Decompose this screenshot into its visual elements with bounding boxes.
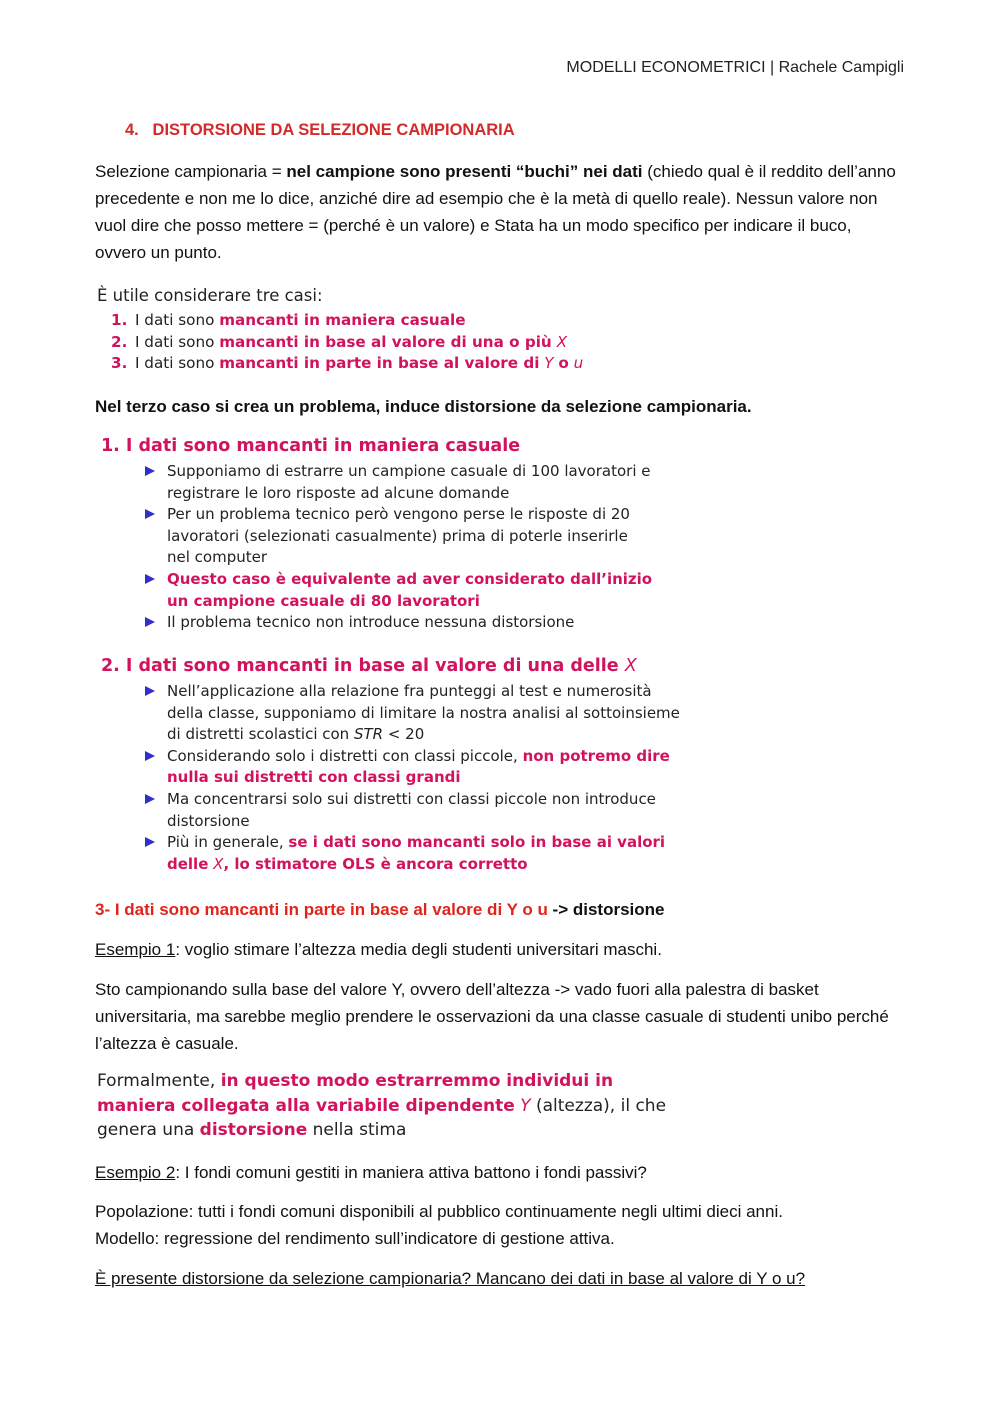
case1-bullet-3: Questo caso è equivalente ad aver considerato dall’inizio un campione casuale di 80 lavoratori [145, 569, 655, 612]
intro-text-a: Selezione campionaria = [95, 162, 287, 181]
intro-text-b: (chiedo qual è il reddito dell’anno precedente e non me lo dice, anziché dire ad esempio che è la metà di quello reale). Nessun valore non vuol dire che posso mettere = (perché è un valore) e Stata ha un modo specifico per indicare il buco, ovvero un punto. [95, 162, 896, 262]
case-item-2: 2. I dati sono mancanti in base al valore di una o più X [111, 332, 567, 351]
third-case-note: Nel terzo caso si crea un problema, induce distorsione da selezione campionaria. [95, 397, 752, 416]
case1-slide [101, 436, 701, 634]
case2-bullet-2: Considerando solo i distretti con classi piccole, non potremo dire nulla sui distretti con classi grandi [145, 746, 690, 789]
example1-label: Esempio 1 [95, 940, 176, 959]
triangle-bullet-icon [145, 574, 155, 584]
example2-paragraph: Esempio 2: I fondi comuni gestiti in maniera attiva battono i fondi passivi? [95, 1163, 647, 1182]
triangle-bullet-icon [145, 794, 155, 804]
model-line: Modello: regressione del rendimento sull’indicatore di gestione attiva. [95, 1229, 615, 1248]
triangle-bullet-icon [145, 617, 155, 627]
case2-slide [101, 656, 721, 875]
case2-bullet-4: Più in generale, se i dati sono mancanti solo in base ai valori delle X, lo stimatore OLS è ancora corretto [145, 832, 690, 875]
example1-detail: Sto campionando sulla base del valore Y, ovvero dell’altezza -> vado fuori alla palestra di basket universitaria, ma sarebbe meglio prendere le osservazioni da una classe casuale di studenti unibo perché l’altezza è casuale. [95, 980, 889, 1053]
case-item-1: 1. I dati sono mancanti in maniera casuale [111, 311, 466, 329]
intro-paragraph [95, 158, 905, 266]
case2-title: 2. I dati sono mancanti in base al valore di una delle X [101, 656, 637, 676]
case3-heading: 3- I dati sono mancanti in parte in base al valore di Y o u -> distorsione [95, 900, 665, 919]
section-title: DISTORSIONE DA SELEZIONE CAMPIONARIA [152, 121, 515, 139]
section-heading [125, 121, 515, 140]
case1-bullet-2: Per un problema tecnico però vengono perse le risposte di 20 lavoratori (selezionati casualmente) prima di poterle inserirle nel computer [145, 504, 655, 569]
case1-bullet-1: Supponiamo di estrarre un campione casuale di 100 lavoratori e registrare le loro risposte ad alcune domande [145, 461, 655, 504]
case1-bullet-4: Il problema tecnico non introduce nessuna distorsione [145, 612, 655, 634]
case2-bullet-3: Ma concentrarsi solo sui distretti con classi piccole non introduce distorsione [145, 789, 690, 832]
example2-question: È presente distorsione da selezione campionaria? Mancano dei dati in base al valore di Y o u? [95, 1269, 806, 1288]
case2-bullet-1: Nell’applicazione alla relazione fra punteggi al test e numerosità della classe, supponiamo di limitare la nostra analisi al sottoinsieme di distretti scolastici con STR < 20 [145, 681, 690, 746]
triangle-bullet-icon [145, 509, 155, 519]
case-item-3: 3. I dati sono mancanti in parte in base al valore di Y o u [111, 354, 584, 373]
page-header: MODELLI ECONOMETRICI | Rachele Campigli [566, 59, 904, 76]
triangle-bullet-icon [145, 837, 155, 847]
cases-slide [97, 285, 657, 375]
triangle-bullet-icon [145, 466, 155, 476]
section-number: 4. [125, 121, 139, 139]
example2-label: Esempio 2 [95, 1163, 176, 1182]
example1-paragraph: Esempio 1: voglio stimare l’altezza media degli studenti universitari maschi. [95, 940, 662, 959]
cases-lead: È utile considerare tre casi: [97, 286, 323, 305]
case1-title: 1. I dati sono mancanti in maniera casuale [101, 436, 521, 456]
triangle-bullet-icon [145, 751, 155, 761]
example2-details [95, 1198, 905, 1252]
formal-slide: Formalmente, in questo modo estrarremmo individui in maniera collegata alla variabile dipendente Y (altezza), il che genera una distorsione nella stima [97, 1071, 667, 1140]
intro-bold: nel campione sono presenti “buchi” nei dati [286, 162, 643, 181]
population-line: Popolazione: tutti i fondi comuni disponibili al pubblico continuamente negli ultimi dieci anni. [95, 1202, 783, 1221]
triangle-bullet-icon [145, 686, 155, 696]
